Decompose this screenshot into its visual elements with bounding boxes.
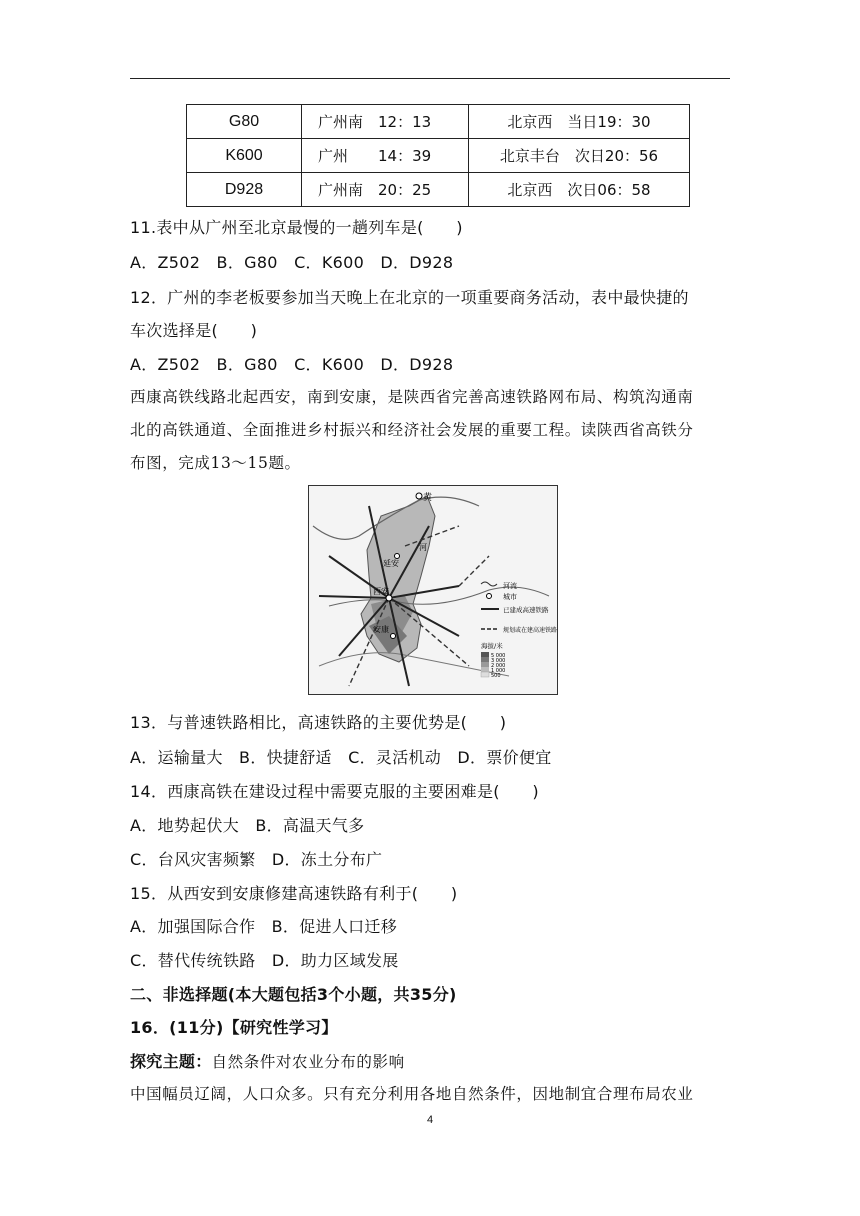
arrival: 北京西 当日19：30 xyxy=(469,105,690,139)
legend-elevation-title: 海拔/米 xyxy=(481,642,503,650)
departure: 广州 14：39 xyxy=(302,139,469,173)
map-legend xyxy=(481,581,557,679)
elev-label: 3 000 xyxy=(491,658,506,664)
topic-label: 探究主题： xyxy=(130,1052,212,1071)
question-16-text: 中国幅员辽阔，人口众多。只有充分利用各地自然条件，因地制宜合理布局农业 xyxy=(130,1085,694,1103)
question-15-options: C．替代传统铁路 D．助力区域发展 xyxy=(130,951,399,970)
section-heading: 二、非选择题(本大题包括3个小题，共35分) xyxy=(130,985,457,1004)
intro-line-3: 布图，完成13～15题。 xyxy=(130,454,301,472)
question-11-options: A．Z502 B．G80 C．K600 D．D928 xyxy=(130,253,454,272)
city-label: 西安 xyxy=(373,587,389,596)
table-row xyxy=(187,105,690,139)
city-label: 延安 xyxy=(383,559,399,568)
departure: 广州南 12：13 xyxy=(302,105,469,139)
city-dot xyxy=(395,554,400,559)
elev-swatch xyxy=(481,662,489,667)
legend-river-symbol xyxy=(481,582,497,586)
arrival: 北京西 次日06：58 xyxy=(469,173,690,207)
legend-planned: 规划或在建高速铁路 xyxy=(503,627,557,634)
legend-city: 城市 xyxy=(503,593,517,601)
table-row xyxy=(187,173,690,207)
arrival: 北京丰台 次日20：56 xyxy=(469,139,690,173)
map-graphic xyxy=(309,486,557,694)
shaanxi-railway-map xyxy=(308,485,558,695)
question-13-options: A．运输量大 B．快捷舒适 C．灵活机动 D．票价便宜 xyxy=(130,748,552,767)
question-16-title: 16．(11分)【研究性学习】 xyxy=(130,1018,338,1037)
elev-swatch xyxy=(481,657,489,662)
question-12-stem-cont: 车次选择是( ) xyxy=(130,321,258,340)
elev-swatch xyxy=(481,672,489,677)
question-15-options: A．加强国际合作 B．促进人口迁移 xyxy=(130,917,398,936)
elev-label: 1 000 xyxy=(491,668,506,674)
river-label: 黄 xyxy=(423,493,433,503)
city-dot xyxy=(416,493,422,499)
legend-city-symbol xyxy=(487,594,492,599)
question-13-stem: 13．与普速铁路相比，高速铁路的主要优势是( ) xyxy=(130,713,507,732)
city-label: 安康 xyxy=(373,625,389,634)
question-15-stem: 15．从西安到安康修建高速铁路有利于( ) xyxy=(130,884,458,903)
intro-line-2: 北的高铁通道、全面推进乡村振兴和经济社会发展的重要工程。读陕西省高铁分 xyxy=(130,421,694,439)
question-14-stem: 14．西康高铁在建设过程中需要克服的主要困难是( ) xyxy=(130,782,539,801)
train-timetable xyxy=(186,104,690,207)
elev-label: 2 000 xyxy=(491,663,506,669)
question-11-stem: 11.表中从广州至北京最慢的一趟列车是( ) xyxy=(130,218,463,237)
departure: 广州南 20：25 xyxy=(302,173,469,207)
train-number: G80 xyxy=(187,105,302,139)
table-row xyxy=(187,139,690,173)
question-14-options: A．地势起伏大 B．高温天气多 xyxy=(130,816,365,835)
topic-text: 自然条件对农业分布的影响 xyxy=(211,1053,405,1071)
elev-swatch xyxy=(481,667,489,672)
question-12-stem: 12．广州的李老板要参加当天晚上在北京的一项重要商务活动，表中最快捷的 xyxy=(130,288,689,307)
page-number: 4 xyxy=(426,1114,434,1126)
elev-label: 5 000 xyxy=(491,653,506,659)
city-dot xyxy=(391,634,396,639)
river xyxy=(319,653,509,676)
elev-swatch xyxy=(481,652,489,657)
header-rule xyxy=(130,78,730,79)
question-14-options: C．台风灾害频繁 D．冻土分布广 xyxy=(130,850,383,869)
intro-line-1: 西康高铁线路北起西安，南到安康，是陕西省完善高速铁路网布局、构筑沟通南 xyxy=(130,388,694,406)
question-16-topic xyxy=(130,1049,405,1072)
legend-built: 已建成高速铁路 xyxy=(503,606,549,614)
river-label: 河 xyxy=(419,543,427,552)
train-number: D928 xyxy=(187,173,302,207)
question-12-options: A．Z502 B．G80 C．K600 D．D928 xyxy=(130,355,454,374)
elev-label: 500 xyxy=(491,673,501,679)
legend-river: 河流 xyxy=(503,582,517,590)
train-number: K600 xyxy=(187,139,302,173)
